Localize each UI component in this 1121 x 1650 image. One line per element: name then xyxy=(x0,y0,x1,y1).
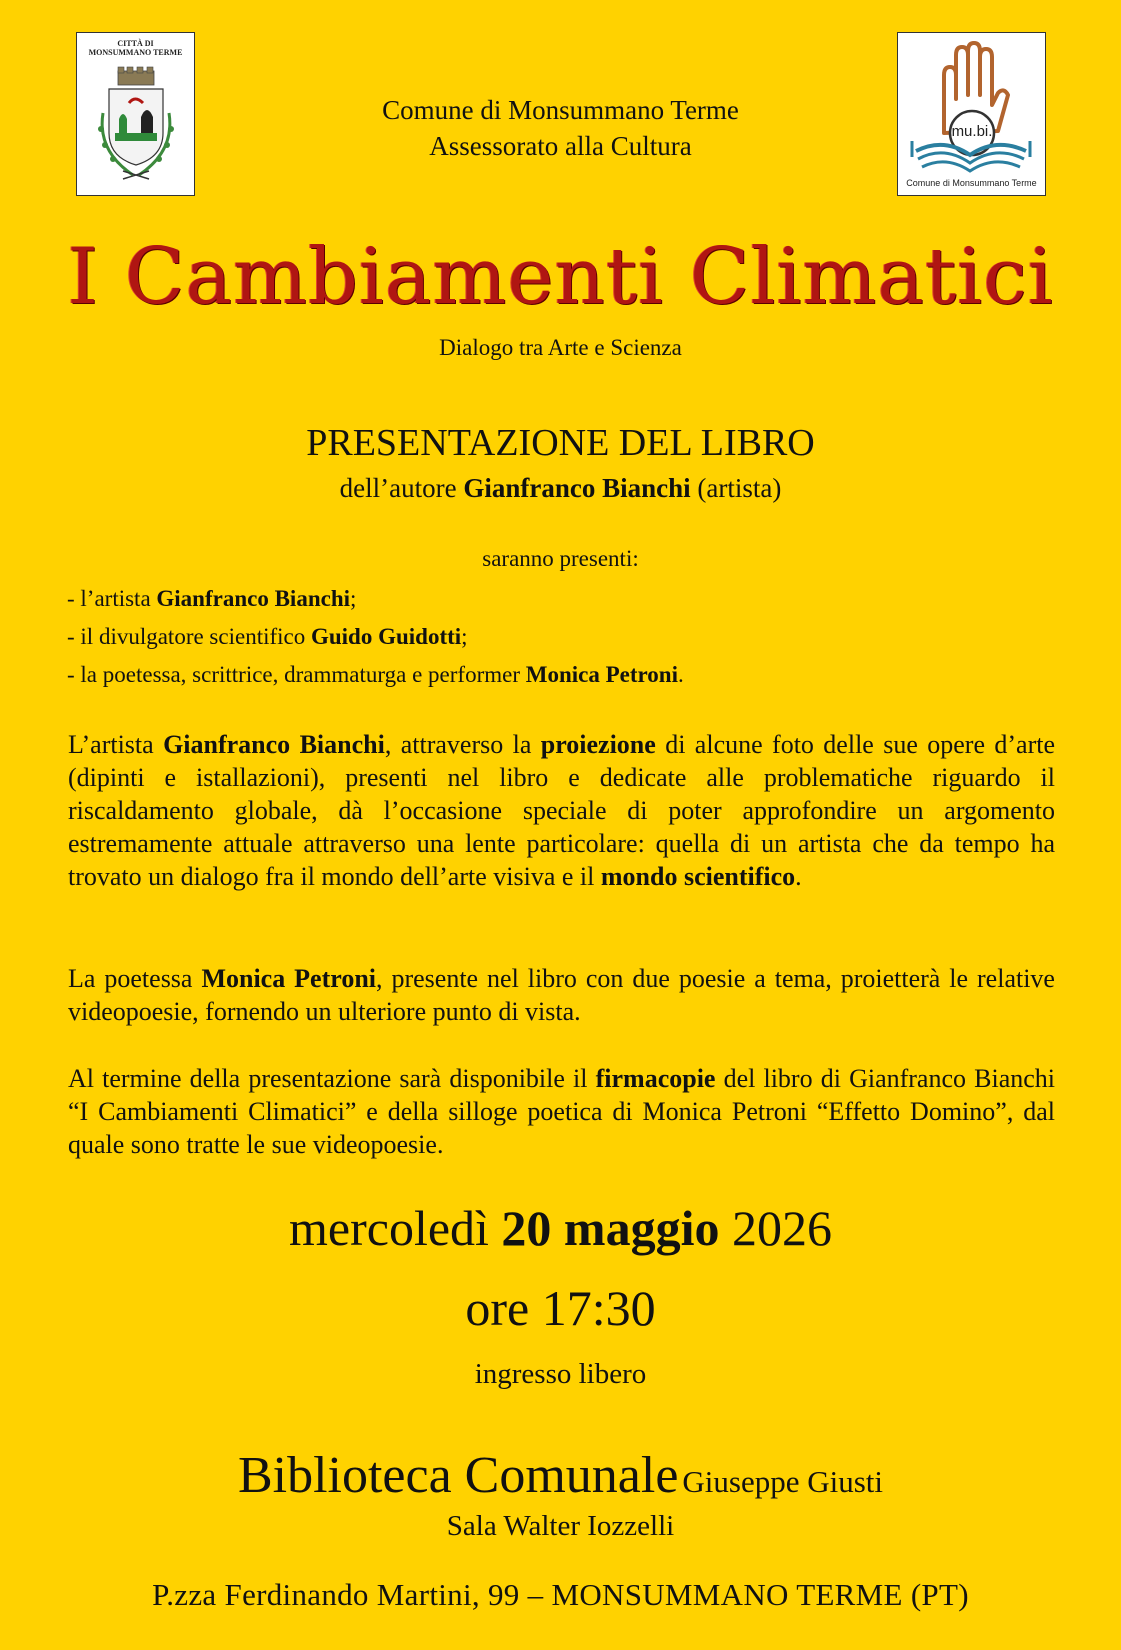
event-time: ore 17:30 xyxy=(465,1280,656,1336)
presentation-heading: PRESENTAZIONE DEL LIBRO xyxy=(306,422,815,464)
organization-header xyxy=(0,92,1121,164)
body-text: La poetessa xyxy=(68,964,202,993)
body-text: , presente nel libro con due poesie a tema, proietterà le relative videopoesie, fornendo un ulteriore punto di vista. xyxy=(68,964,1055,1026)
list-item: - il divulgatore scientifico Guido Guidotti; xyxy=(67,624,468,649)
venue-dedication: Giuseppe Giusti xyxy=(682,1464,884,1499)
venue-name: Biblioteca Comunale xyxy=(237,1447,679,1504)
event-year: 2026 xyxy=(731,1200,832,1256)
org-line-2: Assessorato alla Cultura xyxy=(429,131,692,161)
venue-hall: Sala Walter Iozzelli xyxy=(446,1510,675,1542)
event-subtitle: Dialogo tra Arte e Scienza xyxy=(439,335,682,360)
event-date xyxy=(0,1198,1121,1258)
venue-address: P.zza Ferdinando Martini, 99 – MONSUMMANO TERME (PT) xyxy=(152,1577,969,1612)
event-day-month: 20 maggio xyxy=(501,1200,720,1256)
body-text: Al termine della presentazione sarà disponibile il xyxy=(68,1064,596,1093)
entry-note: ingresso libero xyxy=(474,1358,647,1390)
emphasis-text: firmacopie xyxy=(595,1064,716,1093)
list-item: - l’artista Gianfranco Bianchi; xyxy=(67,586,357,611)
author-name: Gianfranco Bianchi xyxy=(463,473,691,503)
author-suffix: (artista) xyxy=(697,473,782,503)
mubi-logo-text: mu.bi. xyxy=(951,123,993,140)
event-title: I Cambiamenti Climatici xyxy=(67,232,1054,322)
body-text: di alcune foto delle sue opere d’arte (dipinti e istallazioni), presenti nel libro e dedicate alle problematiche riguardo il riscaldamento globale, dà l’occasione speciale di poter approfondire un argomento estremamente attuale attraverso una lente particolare: quella di un artista che da tempo ha trovato un dialogo fra il mondo dell’arte visiva e il xyxy=(68,730,1056,891)
emphasis-text: Gianfranco Bianchi xyxy=(163,730,385,759)
description-paragraph-1 xyxy=(68,728,1055,893)
list-item: - la poetessa, scrittrice, drammaturga e performer Monica Petroni. xyxy=(67,662,684,687)
body-text: , attraverso la xyxy=(384,730,541,759)
presentation-author xyxy=(0,470,1121,506)
emphasis-text: mondo scientifico xyxy=(600,862,796,891)
author-prefix: dell’autore xyxy=(339,473,457,503)
participants-list xyxy=(67,580,684,694)
seal-caption-line: CITTÀ DI xyxy=(117,39,154,48)
event-weekday: mercoledì xyxy=(289,1200,489,1256)
seal-caption-line: MONSUMMANO TERME xyxy=(88,48,183,57)
mubi-caption: Comune di Monsummano Terme xyxy=(906,178,1037,188)
emphasis-text: Monica Petroni xyxy=(201,964,376,993)
description-paragraph-3 xyxy=(68,1062,1055,1161)
participants-heading: saranno presenti: xyxy=(482,546,639,571)
body-text: . xyxy=(795,862,802,891)
org-line-1: Comune di Monsummano Terme xyxy=(382,95,739,125)
body-text: del libro di Gianfranco Bianchi “I Cambiamenti Climatici” e della silloge poetica di Monica Petroni “Effetto Domino”, dal quale sono tratte le sue videopoesie. xyxy=(68,1064,1056,1159)
description-paragraph-2 xyxy=(68,962,1055,1028)
emphasis-text: proiezione xyxy=(540,730,656,759)
body-text: L’artista xyxy=(68,730,164,759)
